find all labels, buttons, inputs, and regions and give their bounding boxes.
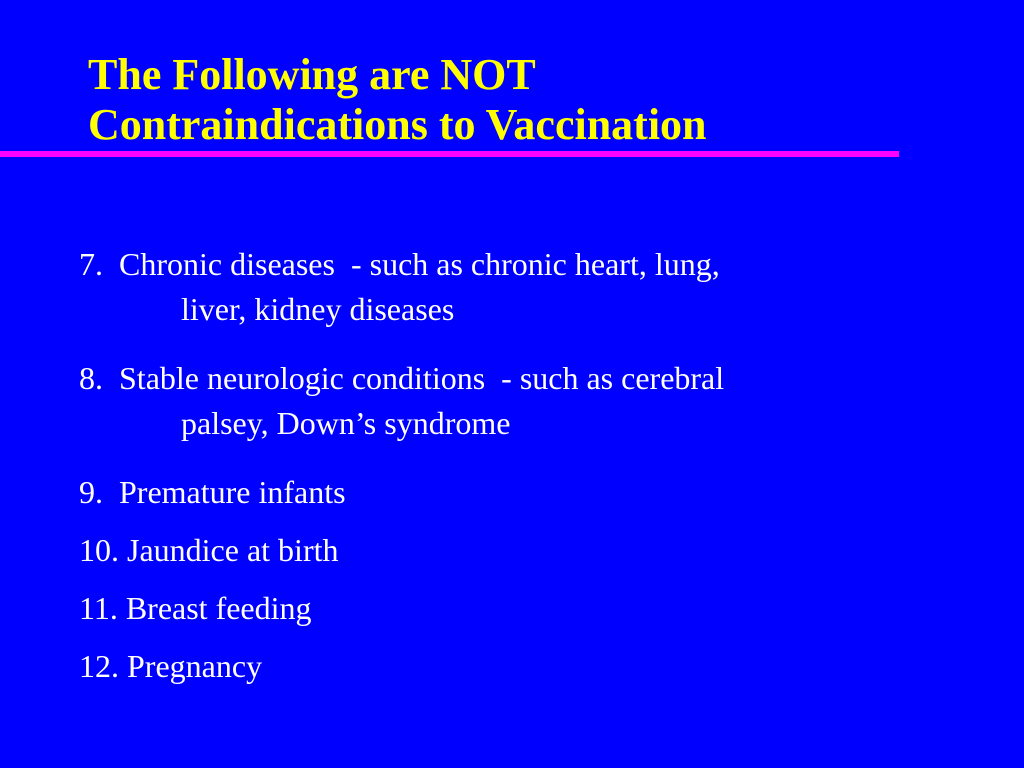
slide-title-line-1: The Following are NOT [88,50,536,99]
list-item-11 [79,584,979,642]
slide-title-line-2: Contraindications to Vaccination [88,100,707,149]
list-item-10 [79,526,979,584]
slide-title [88,50,908,150]
list-item-8-text: 8. Stable neurologic conditions - such as cerebral [79,360,725,396]
list-item-8 [79,354,979,459]
list-item-9 [79,468,979,526]
title-underline-rule [0,151,899,157]
list-item-10-text: 10. Jaundice at birth [79,532,339,568]
list-item-9-text: 9. Premature infants [79,474,346,510]
list-item-7-text: 7. Chronic diseases - such as chronic heart, lung, [79,246,720,282]
contraindication-list [79,240,979,700]
list-item-12 [79,642,979,700]
list-item-7-continuation: liver, kidney diseases [181,291,455,327]
list-item-8-continuation: palsey, Down’s syndrome [181,405,511,441]
list-item-7 [79,240,979,345]
list-item-12-text: 12. Pregnancy [79,648,263,684]
list-item-11-text: 11. Breast feeding [79,590,312,626]
